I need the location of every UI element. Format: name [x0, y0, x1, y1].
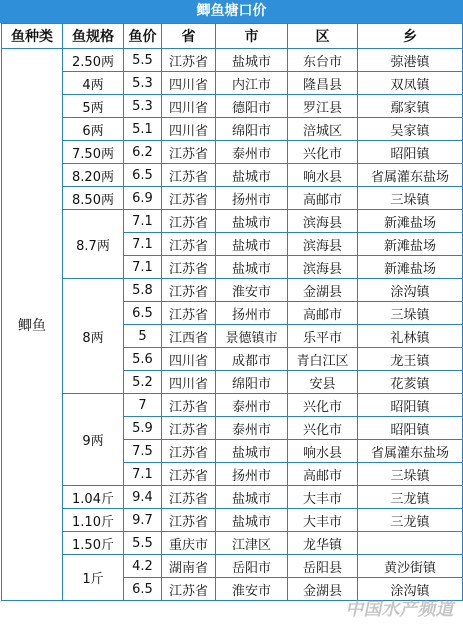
- district-cell: 金湖县: [288, 578, 358, 601]
- header-province: 省: [162, 24, 216, 49]
- species-cell: 鲫鱼: [2, 49, 63, 601]
- town-cell: 三垛镇: [358, 463, 463, 486]
- district-cell: 兴化市: [288, 394, 358, 417]
- city-cell: 江津区: [216, 532, 288, 555]
- province-cell: 四川省: [162, 118, 216, 141]
- province-cell: 四川省: [162, 371, 216, 394]
- town-cell: 黄沙街镇: [358, 555, 463, 578]
- province-cell: 江西省: [162, 325, 216, 348]
- province-cell: 江苏省: [162, 302, 216, 325]
- table-row: [2, 187, 463, 210]
- city-cell: 盐城市: [216, 486, 288, 509]
- district-cell: 大丰市: [288, 486, 358, 509]
- spec-cell: 4两: [63, 72, 124, 95]
- price-cell: 6.5: [124, 164, 162, 187]
- table-row: [2, 118, 463, 141]
- province-cell: 湖南省: [162, 555, 216, 578]
- table-row: [2, 279, 463, 302]
- town-cell: 三龙镇: [358, 486, 463, 509]
- town-cell: 鄢家镇: [358, 95, 463, 118]
- province-cell: 四川省: [162, 95, 216, 118]
- province-cell: 江苏省: [162, 233, 216, 256]
- town-cell: [358, 532, 463, 555]
- district-cell: 滨海县: [288, 256, 358, 279]
- price-cell: 9.4: [124, 486, 162, 509]
- city-cell: 德阳市: [216, 95, 288, 118]
- price-cell: 4.2: [124, 555, 162, 578]
- town-cell: 涂沟镇: [358, 578, 463, 601]
- table-row: [2, 210, 463, 233]
- province-cell: 江苏省: [162, 578, 216, 601]
- city-cell: 景德镇市: [216, 325, 288, 348]
- spec-cell: 1.10斤: [63, 509, 124, 532]
- price-cell: 5.9: [124, 417, 162, 440]
- town-cell: 龙王镇: [358, 348, 463, 371]
- district-cell: 东台市: [288, 49, 358, 72]
- city-cell: 扬州市: [216, 463, 288, 486]
- price-cell: 9.7: [124, 509, 162, 532]
- city-cell: 盐城市: [216, 256, 288, 279]
- spec-cell: 9两: [63, 394, 124, 486]
- province-cell: 江苏省: [162, 417, 216, 440]
- price-cell: 5.8: [124, 279, 162, 302]
- spec-cell: 2.50两: [63, 49, 124, 72]
- town-cell: 弶港镇: [358, 49, 463, 72]
- district-cell: 滨海县: [288, 233, 358, 256]
- price-cell: 7.1: [124, 210, 162, 233]
- town-cell: 省属灌东盐场: [358, 440, 463, 463]
- price-cell: 5.6: [124, 348, 162, 371]
- header-spec: 鱼规格: [63, 24, 124, 49]
- price-cell: 5.3: [124, 95, 162, 118]
- city-cell: 盐城市: [216, 164, 288, 187]
- district-cell: 岳阳县: [288, 555, 358, 578]
- town-cell: 花荄镇: [358, 371, 463, 394]
- city-cell: 泰州市: [216, 417, 288, 440]
- price-cell: 6.9: [124, 187, 162, 210]
- district-cell: 高邮市: [288, 302, 358, 325]
- district-cell: 兴化市: [288, 417, 358, 440]
- town-cell: 礼林镇: [358, 325, 463, 348]
- price-cell: 7.1: [124, 256, 162, 279]
- province-cell: 江苏省: [162, 256, 216, 279]
- province-cell: 江苏省: [162, 509, 216, 532]
- district-cell: 高邮市: [288, 463, 358, 486]
- town-cell: 新滩盐场: [358, 210, 463, 233]
- price-cell: 5.5: [124, 532, 162, 555]
- price-cell: 5.3: [124, 72, 162, 95]
- district-cell: 罗江县: [288, 95, 358, 118]
- province-cell: 江苏省: [162, 49, 216, 72]
- price-cell: 6.5: [124, 302, 162, 325]
- town-cell: 昭阳镇: [358, 417, 463, 440]
- town-cell: 三龙镇: [358, 509, 463, 532]
- province-cell: 四川省: [162, 348, 216, 371]
- spec-cell: 8.20两: [63, 164, 124, 187]
- table-row: [2, 72, 463, 95]
- spec-cell: 8.50两: [63, 187, 124, 210]
- district-cell: 响水县: [288, 164, 358, 187]
- price-cell: 7.1: [124, 233, 162, 256]
- province-cell: 江苏省: [162, 141, 216, 164]
- town-cell: 双凤镇: [358, 72, 463, 95]
- district-cell: 大丰市: [288, 509, 358, 532]
- table-row: [2, 141, 463, 164]
- city-cell: 盐城市: [216, 509, 288, 532]
- spec-cell: 1.04斤: [63, 486, 124, 509]
- province-cell: 重庆市: [162, 532, 216, 555]
- province-cell: 江苏省: [162, 187, 216, 210]
- header-species: 鱼种类: [2, 24, 63, 49]
- city-cell: 淮安市: [216, 578, 288, 601]
- province-cell: 江苏省: [162, 394, 216, 417]
- table-row: [2, 509, 463, 532]
- price-cell: 6.2: [124, 141, 162, 164]
- spec-cell: 1斤: [63, 555, 124, 601]
- spec-cell: 6两: [63, 118, 124, 141]
- city-cell: 淮安市: [216, 279, 288, 302]
- town-cell: 昭阳镇: [358, 394, 463, 417]
- province-cell: 四川省: [162, 72, 216, 95]
- header-price: 鱼价: [124, 24, 162, 49]
- city-cell: 盐城市: [216, 233, 288, 256]
- price-cell: 7: [124, 394, 162, 417]
- district-cell: 乐平市: [288, 325, 358, 348]
- district-cell: 青白江区: [288, 348, 358, 371]
- table-row: [2, 49, 463, 72]
- spec-cell: 5两: [63, 95, 124, 118]
- city-cell: 绵阳市: [216, 371, 288, 394]
- table-row: [2, 532, 463, 555]
- table-row: [2, 164, 463, 187]
- city-cell: 扬州市: [216, 302, 288, 325]
- price-cell: 5.1: [124, 118, 162, 141]
- city-cell: 泰州市: [216, 141, 288, 164]
- header-town: 乡: [358, 24, 463, 49]
- table-row: [2, 555, 463, 578]
- header-city: 市: [216, 24, 288, 49]
- town-cell: 昭阳镇: [358, 141, 463, 164]
- town-cell: 涂沟镇: [358, 279, 463, 302]
- district-cell: 响水县: [288, 440, 358, 463]
- table-row: [2, 394, 463, 417]
- price-cell: 5.2: [124, 371, 162, 394]
- price-cell: 5: [124, 325, 162, 348]
- city-cell: 泰州市: [216, 394, 288, 417]
- province-cell: 江苏省: [162, 440, 216, 463]
- province-cell: 江苏省: [162, 486, 216, 509]
- city-cell: 扬州市: [216, 187, 288, 210]
- spec-cell: 8.7两: [63, 210, 124, 279]
- table-body: [2, 49, 463, 601]
- price-cell: 5.5: [124, 49, 162, 72]
- spec-cell: 8两: [63, 279, 124, 394]
- price-table: [1, 23, 463, 601]
- city-cell: 绵阳市: [216, 118, 288, 141]
- town-cell: 三垛镇: [358, 187, 463, 210]
- district-cell: 高邮市: [288, 187, 358, 210]
- city-cell: 成都市: [216, 348, 288, 371]
- district-cell: 滨海县: [288, 210, 358, 233]
- town-cell: 新滩盐场: [358, 233, 463, 256]
- province-cell: 江苏省: [162, 463, 216, 486]
- town-cell: 吴家镇: [358, 118, 463, 141]
- district-cell: 安县: [288, 371, 358, 394]
- table-row: [2, 486, 463, 509]
- province-cell: 江苏省: [162, 210, 216, 233]
- spec-cell: 7.50两: [63, 141, 124, 164]
- city-cell: 内江市: [216, 72, 288, 95]
- town-cell: 省属灌东盐场: [358, 164, 463, 187]
- city-cell: 盐城市: [216, 440, 288, 463]
- province-cell: 江苏省: [162, 164, 216, 187]
- city-cell: 盐城市: [216, 49, 288, 72]
- city-cell: 岳阳市: [216, 555, 288, 578]
- district-cell: 隆昌县: [288, 72, 358, 95]
- price-cell: 6.5: [124, 578, 162, 601]
- town-cell: 三垛镇: [358, 302, 463, 325]
- district-cell: 龙华镇: [288, 532, 358, 555]
- table-row: [2, 95, 463, 118]
- watermark: 中国水产频道: [344, 599, 457, 620]
- city-cell: 盐城市: [216, 210, 288, 233]
- price-cell: 7.1: [124, 463, 162, 486]
- header-district: 区: [288, 24, 358, 49]
- district-cell: 金湖县: [288, 279, 358, 302]
- town-cell: 新滩盐场: [358, 256, 463, 279]
- spec-cell: 1.50斤: [63, 532, 124, 555]
- province-cell: 江苏省: [162, 279, 216, 302]
- district-cell: 涪城区: [288, 118, 358, 141]
- district-cell: 兴化市: [288, 141, 358, 164]
- table-title: 鲫鱼塘口价: [0, 0, 463, 23]
- price-cell: 7.5: [124, 440, 162, 463]
- header-row: [2, 24, 463, 49]
